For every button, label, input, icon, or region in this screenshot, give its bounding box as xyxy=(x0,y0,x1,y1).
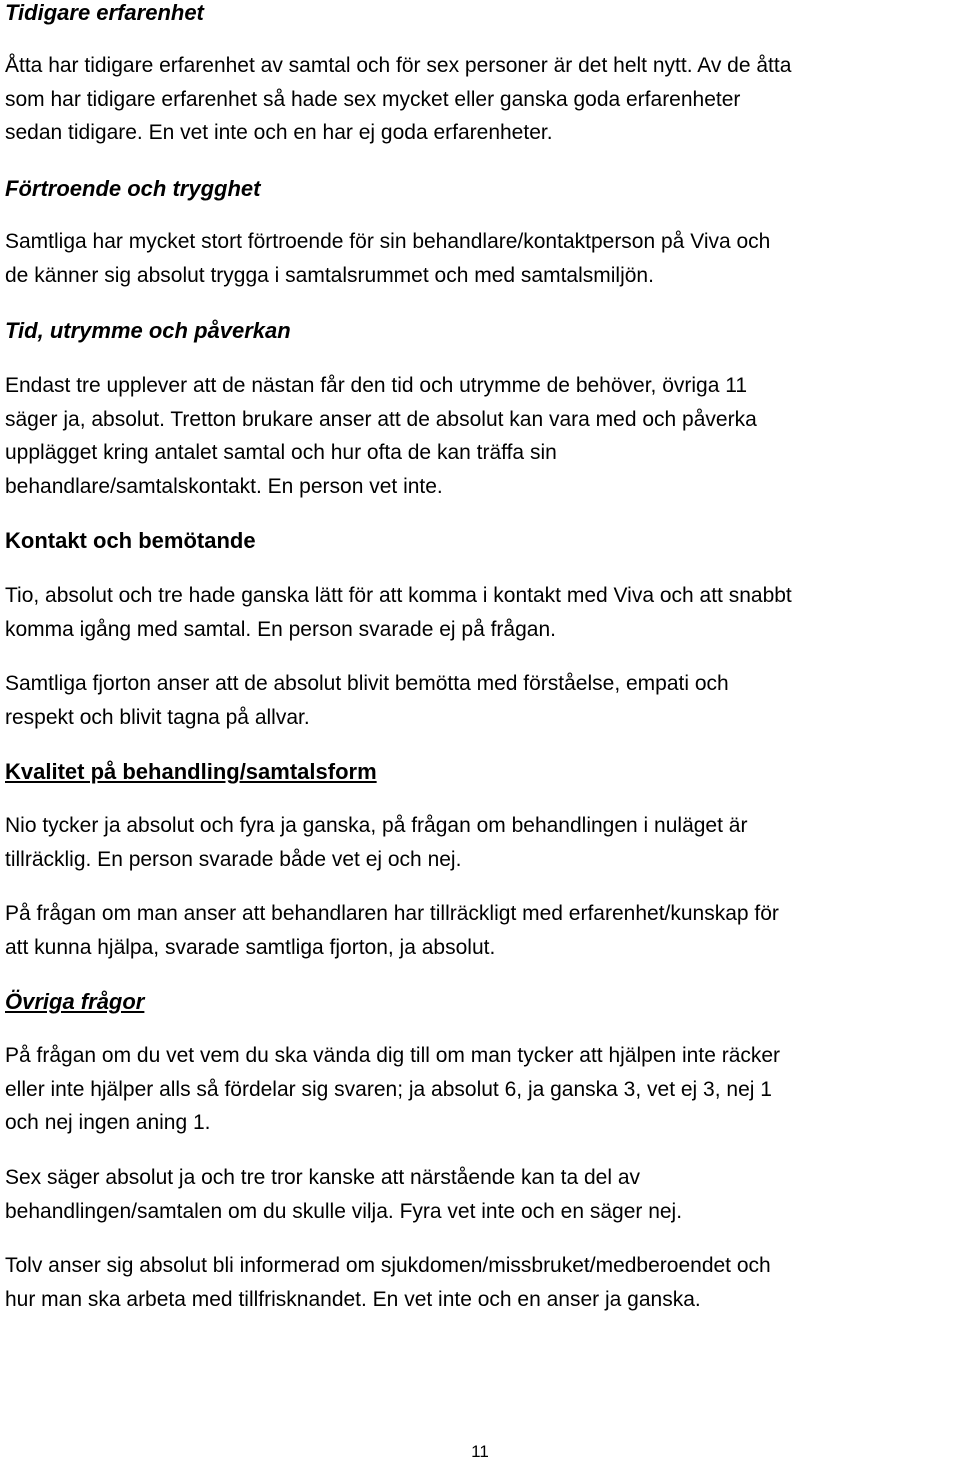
text-line: komma igång med samtal. En person svarade ej på frågan. xyxy=(5,617,556,641)
paragraph xyxy=(5,1039,780,1140)
text-line: och nej ingen aning 1. xyxy=(5,1111,211,1135)
text-line: säger ja, absolut. Tretton brukare anser att de absolut kan vara med och påverka xyxy=(5,407,757,431)
paragraph xyxy=(5,579,792,646)
paragraph xyxy=(5,369,757,503)
paragraph xyxy=(5,809,747,876)
text-line: Sex säger absolut ja och tre tror kanske att närstående kan ta del av xyxy=(5,1166,641,1189)
paragraph xyxy=(5,897,779,964)
text-line: eller inte hjälper alls så fördelar sig svaren; ja absolut 6, ja ganska 3, vet ej 3, nej 1 xyxy=(5,1077,772,1101)
text-line: Tolv anser sig absolut bli informerad om sjukdomen/missbruket/medberoendet och xyxy=(5,1254,771,1277)
section-heading-kvalitet-pa-behandling: Kvalitet på behandling/samtalsform xyxy=(5,759,377,784)
text-line: hur man ska arbeta med tillfrisknandet. En vet inte och en anser ja ganska. xyxy=(5,1287,701,1311)
text-line: Endast tre upplever att de nästan får den tid och utrymme de behöver, övriga 11 xyxy=(5,374,748,397)
text-line: Samtliga fjorton anser att de absolut blivit bemötta med förståelse, empati och xyxy=(5,672,729,695)
paragraph xyxy=(5,225,770,292)
paragraph xyxy=(5,667,729,734)
paragraph xyxy=(5,49,791,150)
section-heading-tid-utrymme-och-paverkan: Tid, utrymme och påverkan xyxy=(5,318,291,343)
section-heading-fortroende-och-trygghet: Förtroende och trygghet xyxy=(5,176,261,201)
text-line: behandlingen/samtalen om du skulle vilja. Fyra vet inte och en säger nej. xyxy=(5,1199,683,1223)
text-line: upplägget kring antalet samtal och hur ofta de kan träffa sin xyxy=(5,441,557,465)
text-line: Tio, absolut och tre hade ganska lätt för att komma i kontakt med Viva och att snabbt xyxy=(5,584,792,607)
text-line: respekt och blivit tagna på allvar. xyxy=(5,705,310,729)
text-line: Samtliga har mycket stort förtroende för sin behandlare/kontaktperson på Viva och xyxy=(5,230,771,253)
text-line: tillräcklig. En person svarade både vet ej och nej. xyxy=(5,847,462,871)
paragraph xyxy=(5,1161,682,1228)
text-line: att kunna hjälpa, svarade samtliga fjorton, ja absolut. xyxy=(5,935,496,959)
text-line: Åtta har tidigare erfarenhet av samtal och för sex personer är det helt nytt. Av de åtta xyxy=(5,54,792,77)
section-heading-ovriga-fragor: Övriga frågor xyxy=(5,989,145,1014)
section-heading-tidigare-erfarenhet: Tidigare erfarenhet xyxy=(5,0,204,25)
text-line: På frågan om du vet vem du ska vända dig till om man tycker att hjälpen inte räcker xyxy=(5,1044,781,1067)
section-heading-kontakt-och-bemotande: Kontakt och bemötande xyxy=(5,528,256,553)
page-number: 11 xyxy=(471,1442,489,1461)
paragraph xyxy=(5,1249,771,1316)
text-line: Nio tycker ja absolut och fyra ja ganska, på frågan om behandlingen i nuläget är xyxy=(5,814,748,837)
text-line: sedan tidigare. En vet inte och en har ej goda erfarenheter. xyxy=(5,121,553,145)
text-line: de känner sig absolut trygga i samtalsrummet och med samtalsmiljön. xyxy=(5,263,654,287)
text-line: På frågan om man anser att behandlaren har tillräckligt med erfarenhet/kunskap för xyxy=(5,902,779,925)
text-line: som har tidigare erfarenhet så hade sex mycket eller ganska goda erfarenheter xyxy=(5,87,741,111)
text-line: behandlare/samtalskontakt. En person vet inte. xyxy=(5,474,443,498)
